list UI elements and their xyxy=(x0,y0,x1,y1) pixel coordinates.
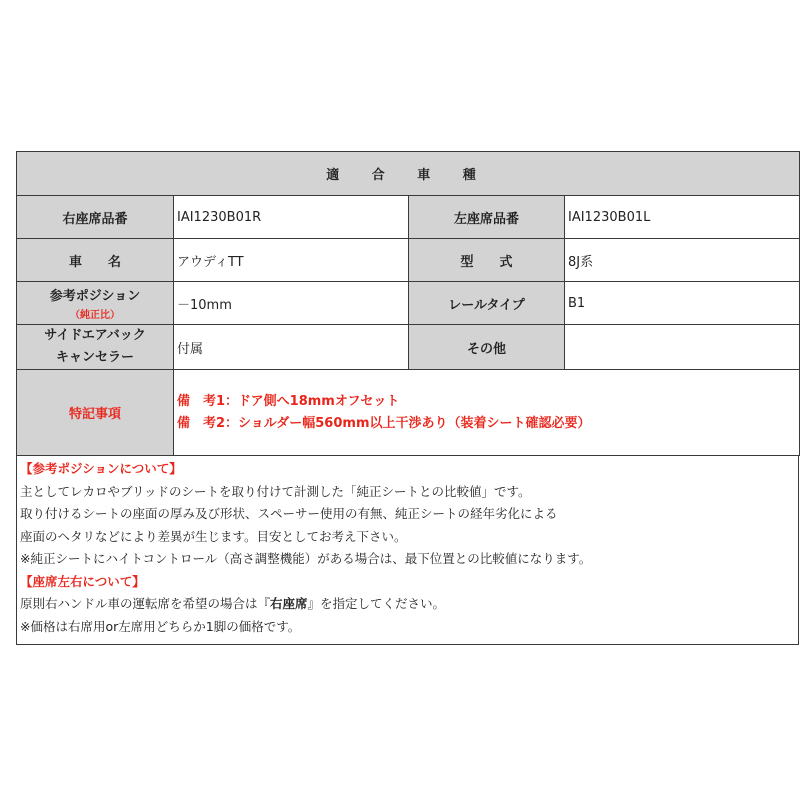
table-row xyxy=(17,196,800,239)
special-note-2: 備 考2：ショルダー幅560mm以上干渉あり（装着シート確認必要） xyxy=(177,415,591,431)
seat-line-bold: 右座席 xyxy=(270,596,308,611)
special-notes-label: 特記事項 xyxy=(17,370,174,456)
seat-line xyxy=(20,593,798,616)
reference-position-sublabel: （純正比） xyxy=(70,310,120,321)
special-notes-content xyxy=(174,370,800,456)
position-line-2: 取り付けるシートの座面の厚み及び形状、スペーサー使用の有無、純正シートの経年劣化による xyxy=(20,506,558,521)
table-row xyxy=(17,282,800,325)
table-row xyxy=(17,239,800,282)
airbag-canceller-label xyxy=(17,325,174,370)
model-code-label: 型 式 xyxy=(409,239,565,282)
reference-position-title: 参考ポジション xyxy=(49,289,141,304)
table-row xyxy=(17,325,800,370)
price-line: ※価格は右席用or左席用どちらか1脚の価格です。 xyxy=(20,618,301,634)
position-line-1: 主としてレカロやブリッドのシートを取り付けて計測した「純正シートとの比較値」です。 xyxy=(20,483,531,499)
left-seat-part-value: IAI1230B01L xyxy=(565,196,800,239)
right-seat-part-label: 右座席品番 xyxy=(17,196,174,239)
seat-line-pre: 原則右ハンドル車の運転席を希望の場合は『 xyxy=(20,596,271,611)
special-note-1: 備 考1：ドア側へ18mmオフセット xyxy=(177,393,400,409)
position-line-3: 座面のヘタリなどにより差異が生じます。目安としてお考え下さい。 xyxy=(20,528,407,544)
right-seat-part-value: IAI1230B01R xyxy=(174,196,409,239)
reference-position-label xyxy=(17,282,174,325)
seat-heading: 【座席左右について】 xyxy=(20,573,145,589)
other-value xyxy=(565,325,800,370)
car-name-value: アウディTT xyxy=(174,239,409,282)
airbag-canceller-line1: サイドエアバック xyxy=(44,328,146,343)
rail-type-label: レールタイプ xyxy=(409,282,565,325)
reference-position-value: －10mm xyxy=(174,282,409,325)
table-title: 適 合 車 種 xyxy=(17,152,800,196)
airbag-canceller-line2: キャンセラー xyxy=(55,350,134,365)
car-name-label: 車 名 xyxy=(17,239,174,282)
info-text-block xyxy=(16,456,799,645)
airbag-canceller-value: 付属 xyxy=(174,325,409,370)
position-heading: 【参考ポジションについて】 xyxy=(20,461,182,476)
fitment-sheet xyxy=(16,151,799,645)
fitment-table xyxy=(16,151,800,456)
left-seat-part-label: 左座席品番 xyxy=(409,196,565,239)
position-line-4: ※純正シートにハイトコントロール（高さ調整機能）がある場合は、最下位置との比較値になります。 xyxy=(20,551,592,566)
model-code-value: 8J系 xyxy=(565,239,800,282)
rail-type-value: B1 xyxy=(565,282,800,325)
special-notes-row xyxy=(17,370,800,456)
other-label: その他 xyxy=(409,325,565,370)
seat-line-post: 』を指定してください。 xyxy=(307,596,446,611)
